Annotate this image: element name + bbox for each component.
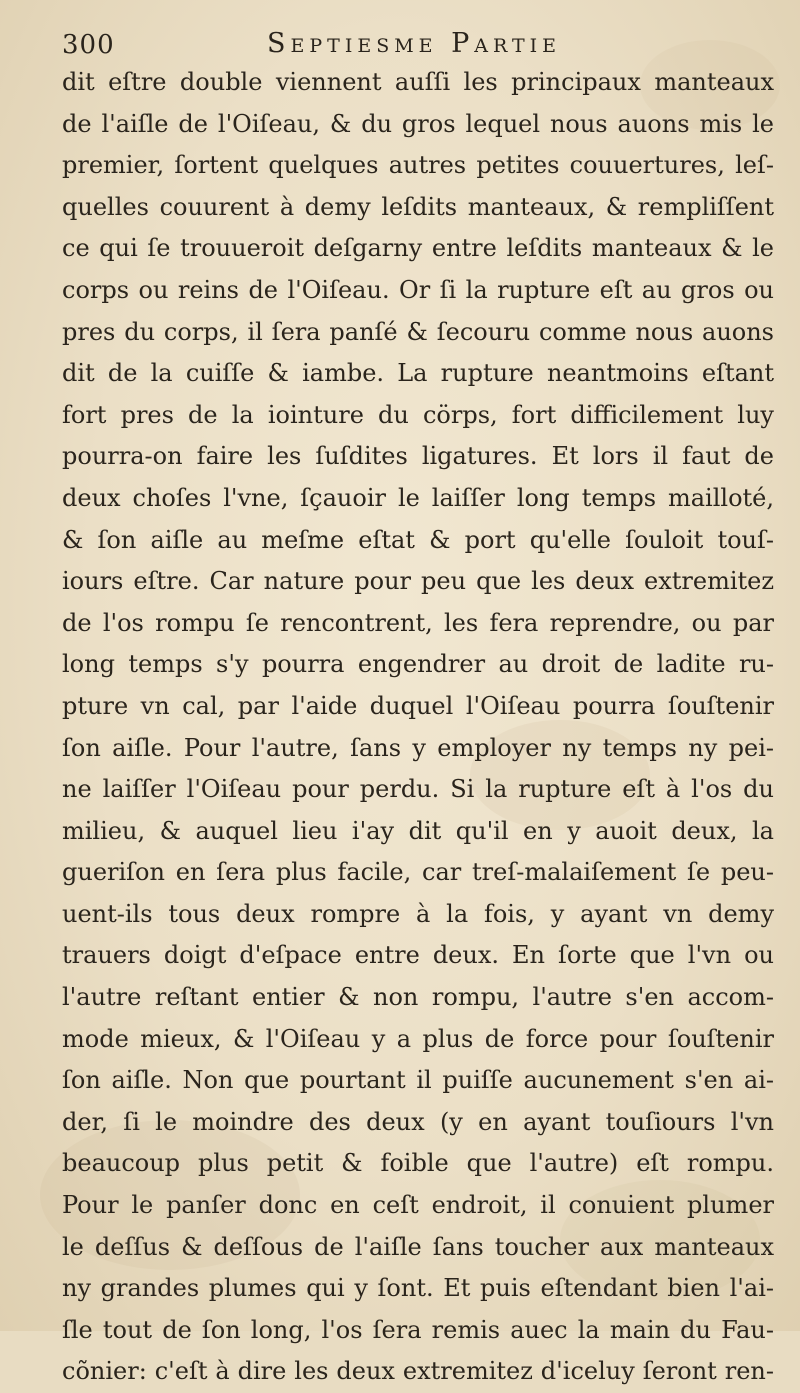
text-line: le deſſus & deſſous de l'aiſle ſans toucher aux manteaux: [62, 1232, 774, 1261]
text-line: dit de la cuiſſe & iambe. La rupture neantmoins eſtant: [62, 359, 774, 388]
text-line: iours eſtre. Car nature pour peu que les deux extremitez: [62, 567, 774, 596]
text-line: beaucoup plus petit & foible que l'autre) eſt rompu.: [62, 1149, 774, 1178]
text-line: dit eſtre double viennent auſſi les principaux manteaux: [62, 68, 774, 96]
text-line: Pour le panſer donc en ceſt endroit, il conuient plumer: [62, 1191, 774, 1220]
text-line: pres du corps, il ſera panſé & ſecouru comme nous auons: [62, 317, 774, 346]
text-line: uent-ils tous deux rompre à la fois, y ayant vn demy: [62, 899, 774, 928]
text-line: ce qui ſe trouueroit deſgarny entre leſdits manteaux & le: [62, 234, 774, 263]
text-line: pture vn cal, par l'aide duquel l'Oiſeau pourra ſouſtenir: [62, 691, 774, 720]
text-line: ſon aiſle. Non que pourtant il puiſſe aucunement s'en ai-: [62, 1066, 774, 1095]
text-line: gueriſon en ſera plus facile, car treſ-malaiſement ſe peu-: [62, 858, 774, 887]
page-header: [62, 22, 762, 62]
text-line: long temps s'y pourra engendrer au droit de ladite ru-: [62, 650, 774, 679]
page-number: 300: [62, 30, 115, 60]
text-line: corps ou reins de l'Oiſeau. Or ſi la rupture eſt au gros ou: [62, 275, 774, 304]
text-line: ne laiſſer l'Oiſeau pour perdu. Si la rupture eſt à l'os du: [62, 775, 774, 804]
text-line: cõnier: c'eſt à dire les deux extremitez d'iceluy ſeront ren-: [62, 1357, 774, 1386]
text-line: ſle tout de ſon long, l'os ſera remis auec la main du Fau-: [62, 1315, 774, 1344]
text-line: quelles couurent à demy leſdits manteaux, & rempliſſent: [62, 192, 774, 221]
text-line: der, ſi le moindre des deux (y en ayant touſiours l'vn: [62, 1107, 774, 1136]
text-line: ſon aiſle. Pour l'autre, ſans y employer ny temps ny pei-: [62, 733, 774, 762]
text-line: fort pres de la iointure du cörps, fort difficilement luy: [62, 400, 774, 429]
body-text: [62, 62, 774, 1393]
text-line: milieu, & auquel lieu i'ay dit qu'il en y auoit deux, la: [62, 816, 774, 845]
text-line: deux choſes l'vne, ſçauoir le laiſſer long temps mailloté,: [62, 483, 774, 512]
text-line: premier, ſortent quelques autres petites couuertures, leſ-: [62, 151, 774, 180]
running-head: Septiesme Partie: [267, 28, 562, 59]
text-line: mode mieux, & l'Oiſeau y a plus de force pour ſouſtenir: [62, 1024, 774, 1053]
text-line: ny grandes plumes qui y ſont. Et puis eſtendant bien l'ai-: [62, 1274, 774, 1303]
text-line: pourra-on faire les ſuſdites ligatures. Et lors il faut de: [62, 442, 774, 471]
text-line: de l'aiſle de l'Oiſeau, & du gros lequel nous auons mis le: [62, 109, 774, 138]
text-line: de l'os rompu ſe rencontrent, les fera reprendre, ou par: [62, 608, 774, 637]
text-line: l'autre reſtant entier & non rompu, l'autre s'en accom-: [62, 983, 774, 1012]
text-line: & ſon aiſle au meſme eſtat & port qu'elle ſouloit touſ-: [62, 525, 774, 554]
text-line: trauers doigt d'eſpace entre deux. En ſorte que l'vn ou: [62, 941, 774, 970]
